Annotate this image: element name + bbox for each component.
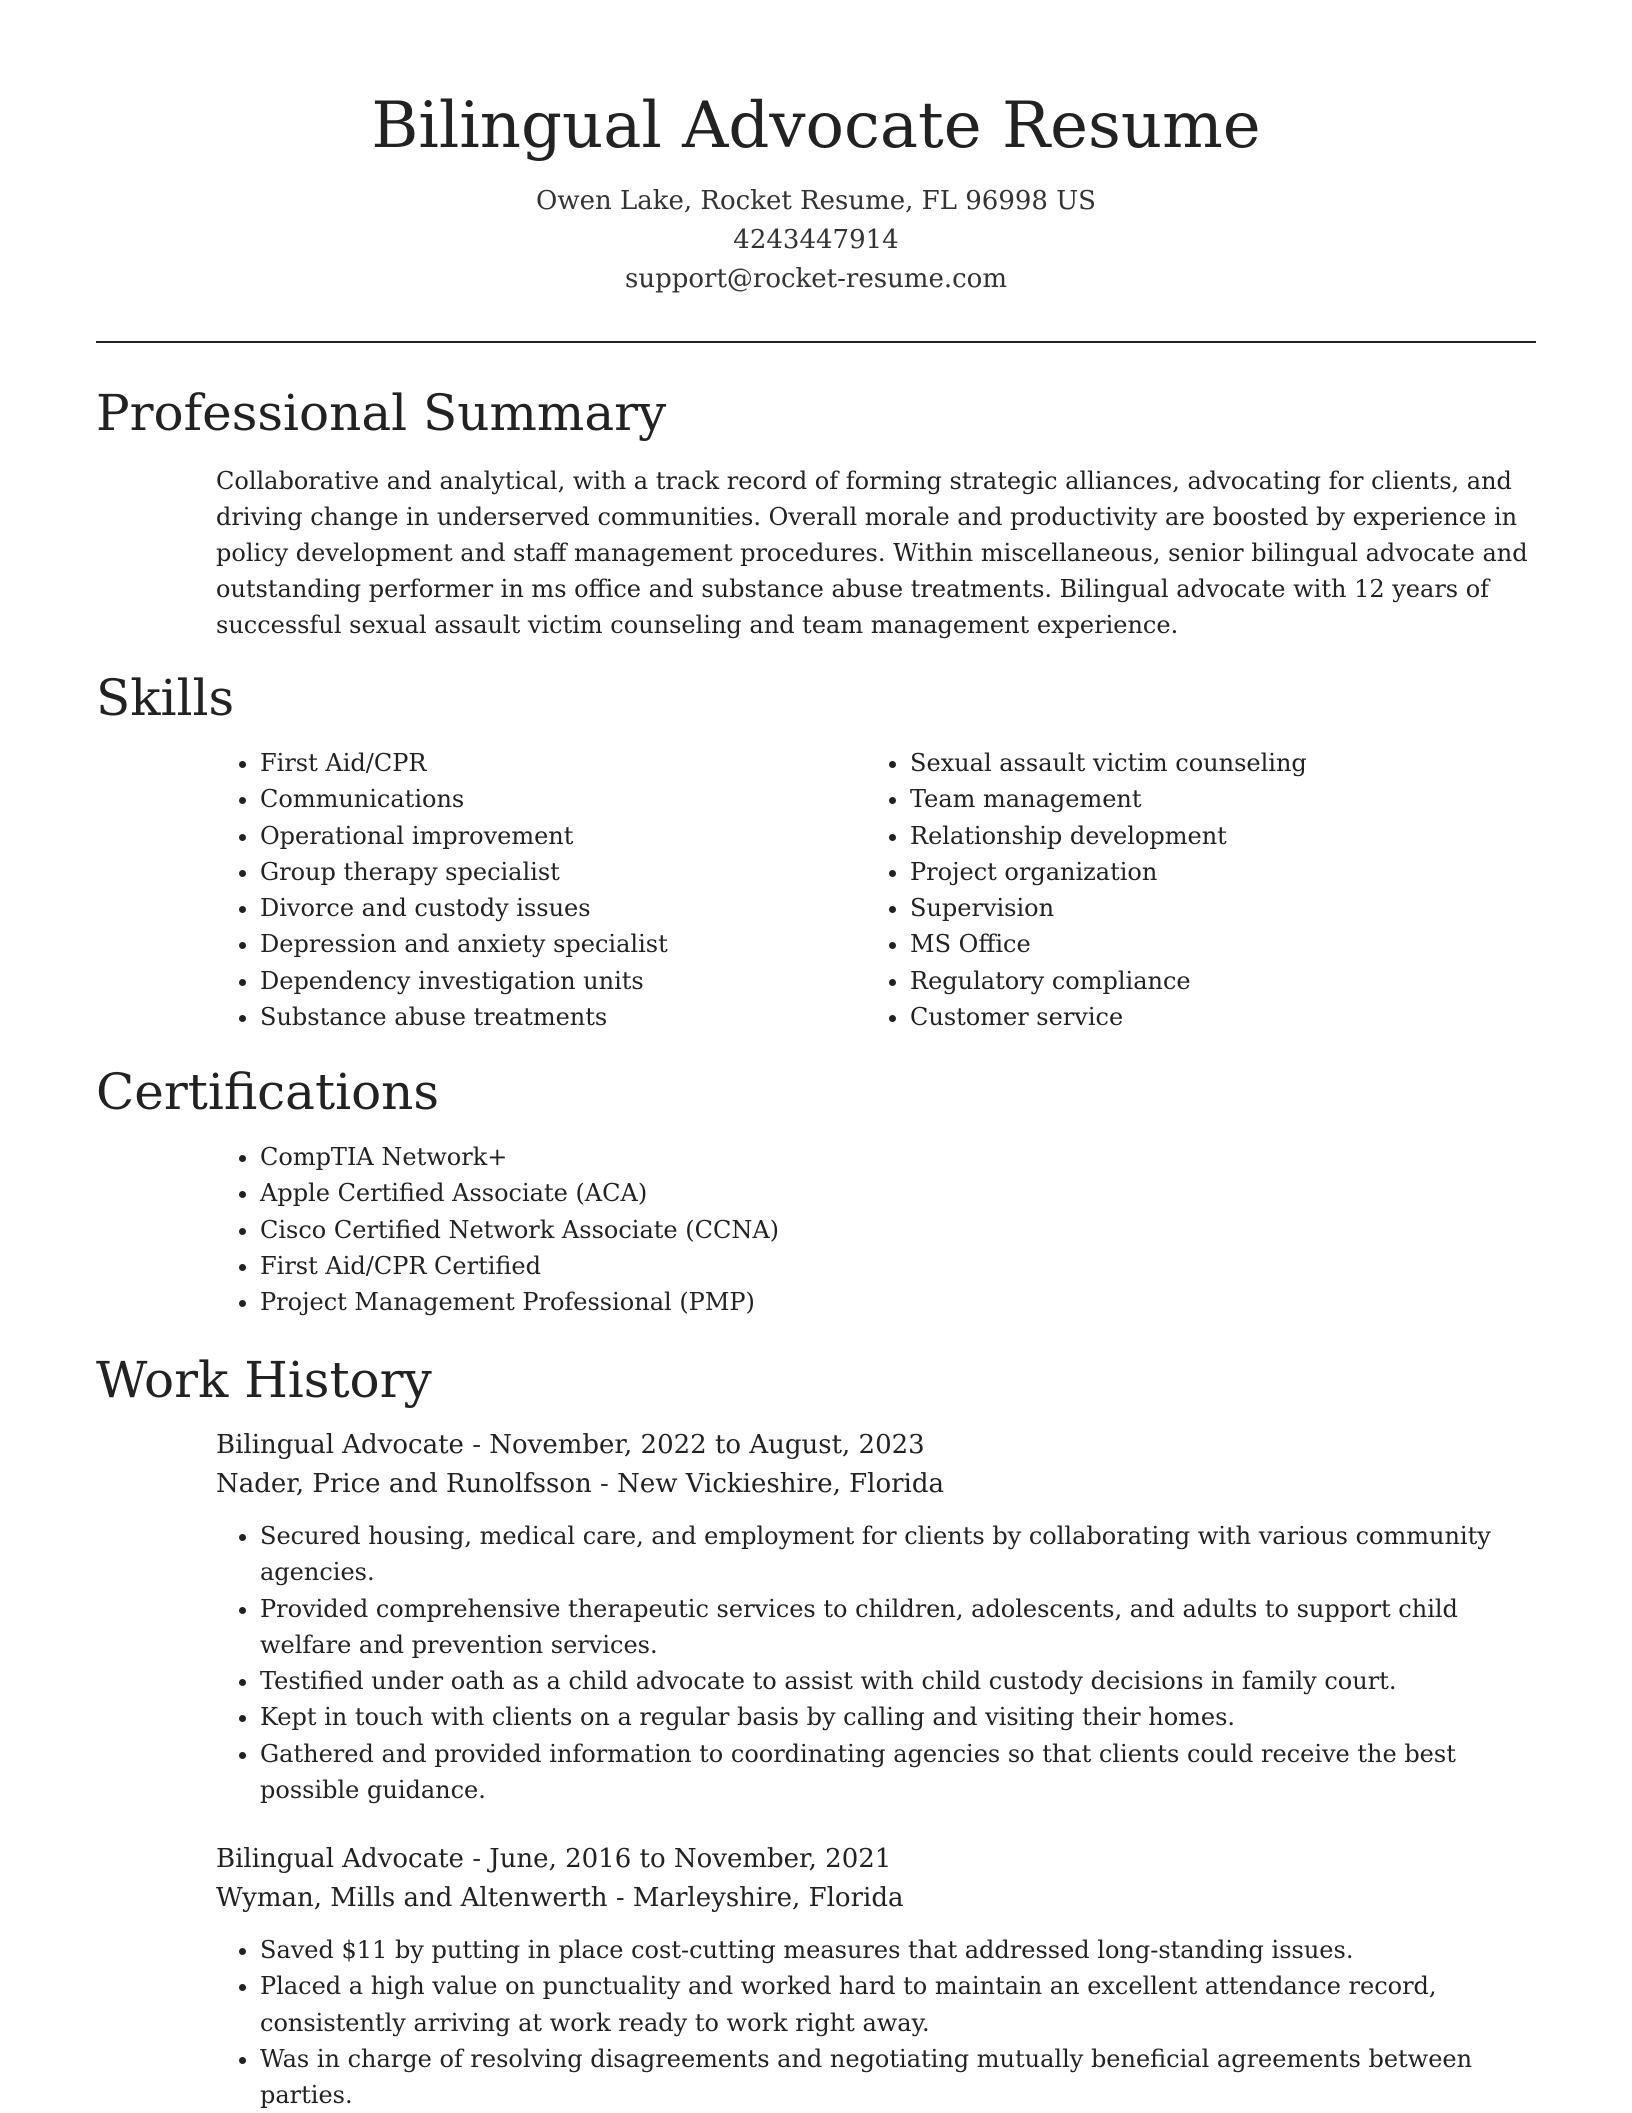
skill-item: • First Aid/CPR	[260, 745, 856, 781]
skill-item: • Group therapy specialist	[260, 854, 856, 890]
job-location: New Vickieshire, Florida	[617, 1469, 945, 1499]
job-title: Bilingual Advocate	[216, 1430, 464, 1460]
job-title-line	[216, 1426, 1536, 1465]
job-duty-item: • Saved $11 by putting in place cost-cutting measures that addressed long-standing issues.	[260, 1932, 1526, 1968]
summary-text: Collaborative and analytical, with a track record of forming strategic alliances, advocating for clients, and driving change in underserved communities. Overall morale and productivity are boosted by experience in policy development and staff management procedures. Within miscellaneous, senior bilingual advocate and outstanding performer in ms office and substance abuse treatments. Bilingual advocate with 12 years of successful sexual assault victim counseling and team management experience.	[216, 467, 1528, 639]
skills-list-left	[216, 745, 856, 1035]
certifications-heading: Certifications	[96, 1063, 440, 1121]
skills-heading: Skills	[96, 669, 235, 727]
job-header	[216, 1840, 1536, 1918]
job-duty-item: • Testified under oath as a child advocate to assist with child custody decisions in family court.	[260, 1663, 1526, 1699]
skill-item: • Regulatory compliance	[910, 963, 1526, 999]
skill-item: • Customer service	[910, 999, 1526, 1035]
contact-phone: 4243447914	[733, 225, 899, 255]
skill-item: • Operational improvement	[260, 818, 856, 854]
skill-item: • Supervision	[910, 890, 1526, 926]
resume-header	[0, 80, 1632, 299]
certification-item: • CompTIA Network+	[260, 1139, 1216, 1175]
job-company: Wyman, Mills and Altenwerth	[216, 1883, 608, 1913]
job-duties	[216, 1518, 1526, 1808]
skill-item: • Communications	[260, 781, 856, 817]
header-divider	[96, 341, 1536, 343]
contact-address: Owen Lake, Rocket Resume, FL 96998 US	[536, 186, 1096, 216]
job-duty-item: • Provided comprehensive therapeutic services to children, adolescents, and adults to support child welfare and prevention services.	[260, 1591, 1526, 1664]
certification-item: • Cisco Certified Network Associate (CCNA)	[260, 1212, 1216, 1248]
job-dates: June, 2016 to November, 2021	[489, 1844, 892, 1874]
skill-item: • Depression and anxiety specialist	[260, 926, 856, 962]
job-duty-item: • Was in charge of resolving disagreements and negotiating mutually beneficial agreements between parties.	[260, 2041, 1526, 2113]
job-title: Bilingual Advocate	[216, 1844, 464, 1874]
certification-item: • First Aid/CPR Certified	[260, 1248, 1216, 1284]
job-separator: -	[600, 1469, 609, 1499]
certification-item: • Apple Certified Associate (ACA)	[260, 1175, 1216, 1211]
job-separator: -	[615, 1883, 625, 1913]
job-separator: -	[472, 1430, 481, 1460]
summary-heading: Professional Summary	[96, 384, 667, 442]
skill-item: • Team management	[910, 781, 1526, 817]
job-company-line	[216, 1465, 1536, 1504]
skill-item: • Project organization	[910, 854, 1526, 890]
contact-info	[0, 182, 1632, 299]
job-duty-item: • Secured housing, medical care, and employment for clients by collaborating with various community agencies.	[260, 1518, 1526, 1591]
skill-item: • MS Office	[910, 926, 1526, 962]
contact-email: support@rocket-resume.com	[624, 264, 1007, 294]
job-duty-item: • Placed a high value on punctuality and worked hard to maintain an excellent attendance record, consistently arriving at work ready to work right away.	[260, 1968, 1526, 2041]
job-dates: November, 2022 to August, 2023	[489, 1430, 925, 1460]
job-separator: -	[472, 1844, 481, 1874]
skill-item: • Substance abuse treatments	[260, 999, 856, 1035]
job-location: Marleyshire, Florida	[632, 1883, 904, 1913]
work-history-heading: Work History	[96, 1351, 432, 1409]
skills-list-right	[866, 745, 1526, 1035]
skill-item: • Dependency investigation units	[260, 963, 856, 999]
skill-item: • Sexual assault victim counseling	[910, 745, 1526, 781]
skill-item: • Divorce and custody issues	[260, 890, 856, 926]
certifications-list	[216, 1139, 1216, 1320]
job-company: Nader, Price and Runolfsson	[216, 1469, 592, 1499]
certification-item: • Project Management Professional (PMP)	[260, 1284, 1216, 1320]
skill-item: • Relationship development	[910, 818, 1526, 854]
job-title-line	[216, 1840, 1536, 1879]
resume-title: Bilingual Advocate Resume	[371, 89, 1261, 163]
job-company-line	[216, 1879, 1536, 1918]
job-duty-item: • Gathered and provided information to coordinating agencies so that clients could receive the best possible guidance.	[260, 1736, 1526, 1809]
job-header	[216, 1426, 1536, 1504]
job-duties	[216, 1932, 1526, 2113]
job-duty-item: • Kept in touch with clients on a regular basis by calling and visiting their homes.	[260, 1699, 1526, 1735]
